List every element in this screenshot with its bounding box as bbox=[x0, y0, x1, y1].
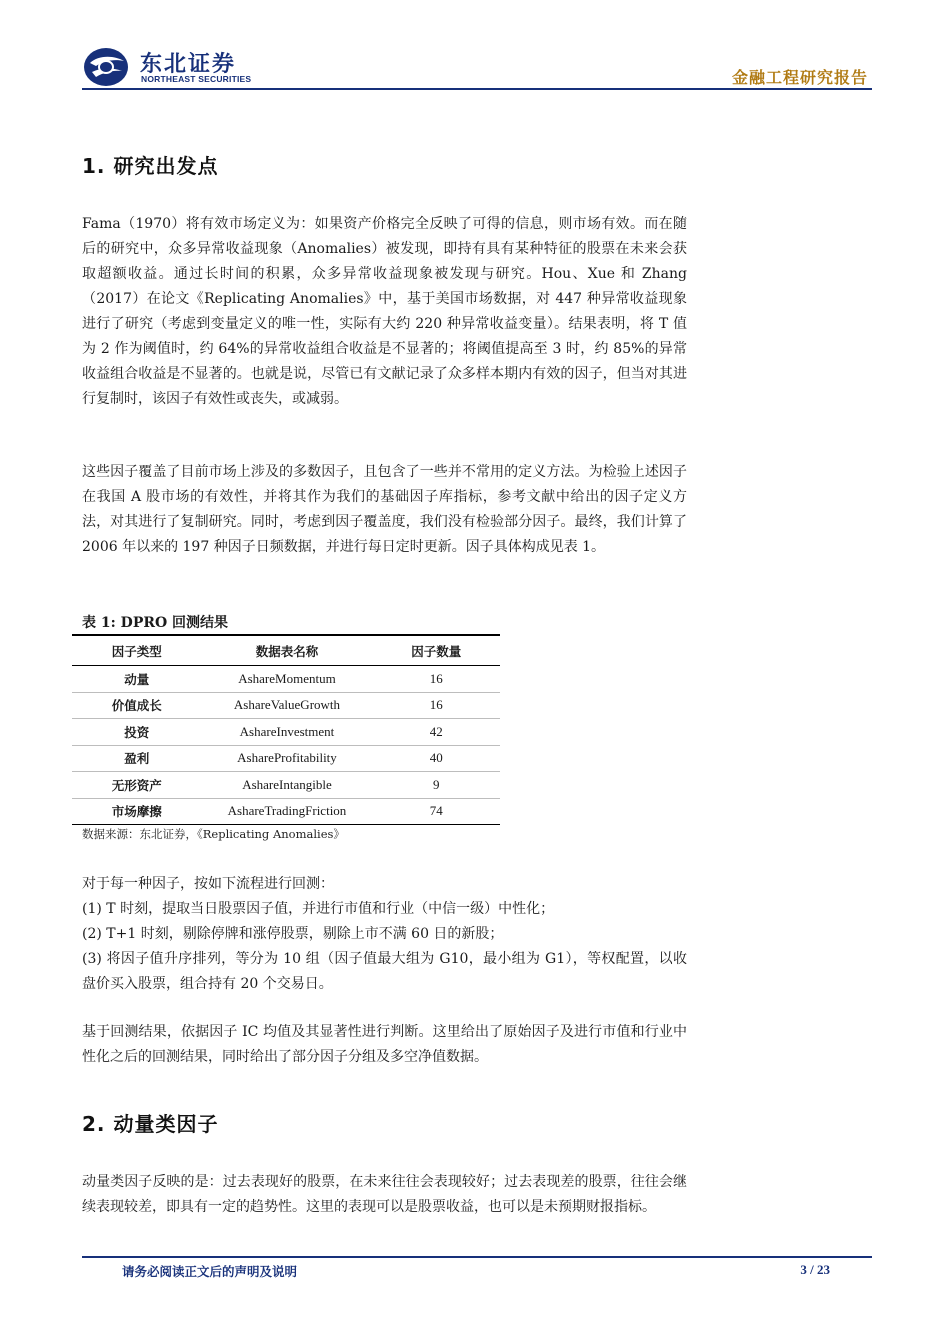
header-divider bbox=[82, 88, 872, 90]
cell-factor-type: 动量 bbox=[72, 666, 202, 693]
cell-factor-type: 盈利 bbox=[72, 745, 202, 772]
table-row bbox=[72, 692, 500, 719]
northeast-securities-logo-icon bbox=[82, 46, 134, 88]
column-header-factor-count: 因子数量 bbox=[372, 635, 500, 666]
process-step-2: (2) T+1 时刻，剔除停牌和涨停股票，剔除上市不满 60 日的新股； bbox=[82, 926, 504, 942]
table-row bbox=[72, 745, 500, 772]
cell-factor-count: 42 bbox=[372, 719, 500, 746]
backtest-summary bbox=[82, 1020, 687, 1070]
cell-table-name: AshareProfitability bbox=[202, 745, 373, 772]
table-source-note: 数据来源：东北证券，《Replicating Anomalies》 bbox=[82, 827, 345, 841]
table-caption-prefix: 表 1: bbox=[82, 615, 116, 631]
table-caption-title: DPRO 回测结果 bbox=[120, 615, 229, 631]
cell-factor-count: 40 bbox=[372, 745, 500, 772]
company-logo bbox=[82, 46, 272, 88]
table-header-row bbox=[72, 635, 500, 666]
cell-table-name: AshareInvestment bbox=[202, 719, 373, 746]
cell-table-name: AshareIntangible bbox=[202, 772, 373, 799]
section-1-heading: 1. 研究出发点 bbox=[82, 154, 219, 178]
disclaimer-note: 请务必阅读正文后的声明及说明 bbox=[122, 1264, 298, 1279]
logo-text-en: NORTHEAST SECURITIES bbox=[141, 74, 252, 84]
cell-factor-count: 16 bbox=[372, 692, 500, 719]
table-row bbox=[72, 772, 500, 799]
table-row bbox=[72, 798, 500, 825]
page-header bbox=[0, 0, 950, 92]
cell-factor-type: 市场摩擦 bbox=[72, 798, 202, 825]
cell-table-name: AshareValueGrowth bbox=[202, 692, 373, 719]
process-step-3: (3) 将因子值升序排列，等分为 10 组（因子值最大组为 G10，最小组为 G1），等权配置，以收盘价买入股票，组合持有 20 个交易日。 bbox=[82, 951, 687, 992]
cell-factor-type: 价值成长 bbox=[72, 692, 202, 719]
paragraph-text: 基于回测结果，依据因子 IC 均值及其显著性进行判断。这里给出了原始因子及进行市值和行业中性化之后的回测结果，同时给出了部分因子分组及多空净值数据。 bbox=[82, 1024, 687, 1065]
section-2-paragraph bbox=[82, 1170, 687, 1220]
column-header-table-name: 数据表名称 bbox=[202, 635, 373, 666]
column-header-factor-type: 因子类型 bbox=[72, 635, 202, 666]
cell-factor-count: 74 bbox=[372, 798, 500, 825]
cell-table-name: AshareMomentum bbox=[202, 666, 373, 693]
section-2-heading: 2. 动量类因子 bbox=[82, 1112, 219, 1136]
cell-factor-type: 投资 bbox=[72, 719, 202, 746]
factor-table bbox=[72, 634, 500, 825]
report-type-label: 金融工程研究报告 bbox=[731, 68, 868, 87]
table-row bbox=[72, 719, 500, 746]
footer-divider bbox=[82, 1256, 872, 1258]
backtest-process bbox=[82, 872, 687, 997]
page-number: 3 / 23 bbox=[800, 1262, 830, 1277]
cell-factor-count: 16 bbox=[372, 666, 500, 693]
process-intro: 对于每一种因子，按如下流程进行回测： bbox=[82, 876, 334, 892]
table-row bbox=[72, 666, 500, 693]
paragraph-text: 这些因子覆盖了目前市场上涉及的多数因子，且包含了一些并不常用的定义方法。为检验上述因子在我国 A 股市场的有效性，并将其作为我们的基础因子库指标，参考文献中给出的因子定义方法，对其进行了复制研究。同时，考虑到因子覆盖度，我们没有检验部分因子。最终，我们计算了 2006 年以来的 197 种因子日频数据，并进行每日定时更新。因子具体构成见表 1。 bbox=[82, 464, 687, 555]
table-caption bbox=[82, 612, 228, 632]
cell-table-name: AshareTradingFriction bbox=[202, 798, 373, 825]
cell-factor-count: 9 bbox=[372, 772, 500, 799]
logo-text-cn: 东北证券 bbox=[140, 52, 237, 77]
paragraph-text: Fama（1970）将有效市场定义为：如果资产价格完全反映了可得的信息，则市场有效。而在随后的研究中，众多异常收益现象（Anomalies）被发现，即持有具有某种特征的股票在未来会获取超额收益。通过长时间的积累，众多异常收益现象被发现与研究。Hou、Xue 和 Zhang（2017）在论文《Replicating Anomalies》中，基于美国市场数据，对 447 种异常收益现象进行了研究（考虑到变量定义的唯一性，实际有大约 220 种异常收益变量）。结果表明，将 T 值为 2 作为阈值时，约 64%的异常收益组合收益是不显著的；将阈值提高至 3 时，约 85%的异常收益组合收益是不显著的。也就是说，尽管已有文献记录了众多样本期内有效的因子，但当对其进行复制时，该因子有效性或丧失，或减弱。 bbox=[82, 216, 687, 407]
cell-factor-type: 无形资产 bbox=[72, 772, 202, 799]
section-1-paragraph-1 bbox=[82, 212, 687, 412]
section-1-paragraph-2 bbox=[82, 460, 687, 560]
paragraph-text: 动量类因子反映的是：过去表现好的股票，在未来往往会表现较好；过去表现差的股票，往往会继续表现较差，即具有一定的趋势性。这里的表现可以是股票收益，也可以是未预期财报指标。 bbox=[82, 1174, 687, 1215]
process-step-1: (1) T 时刻，提取当日股票因子值，并进行市值和行业（中信一级）中性化； bbox=[82, 901, 555, 917]
